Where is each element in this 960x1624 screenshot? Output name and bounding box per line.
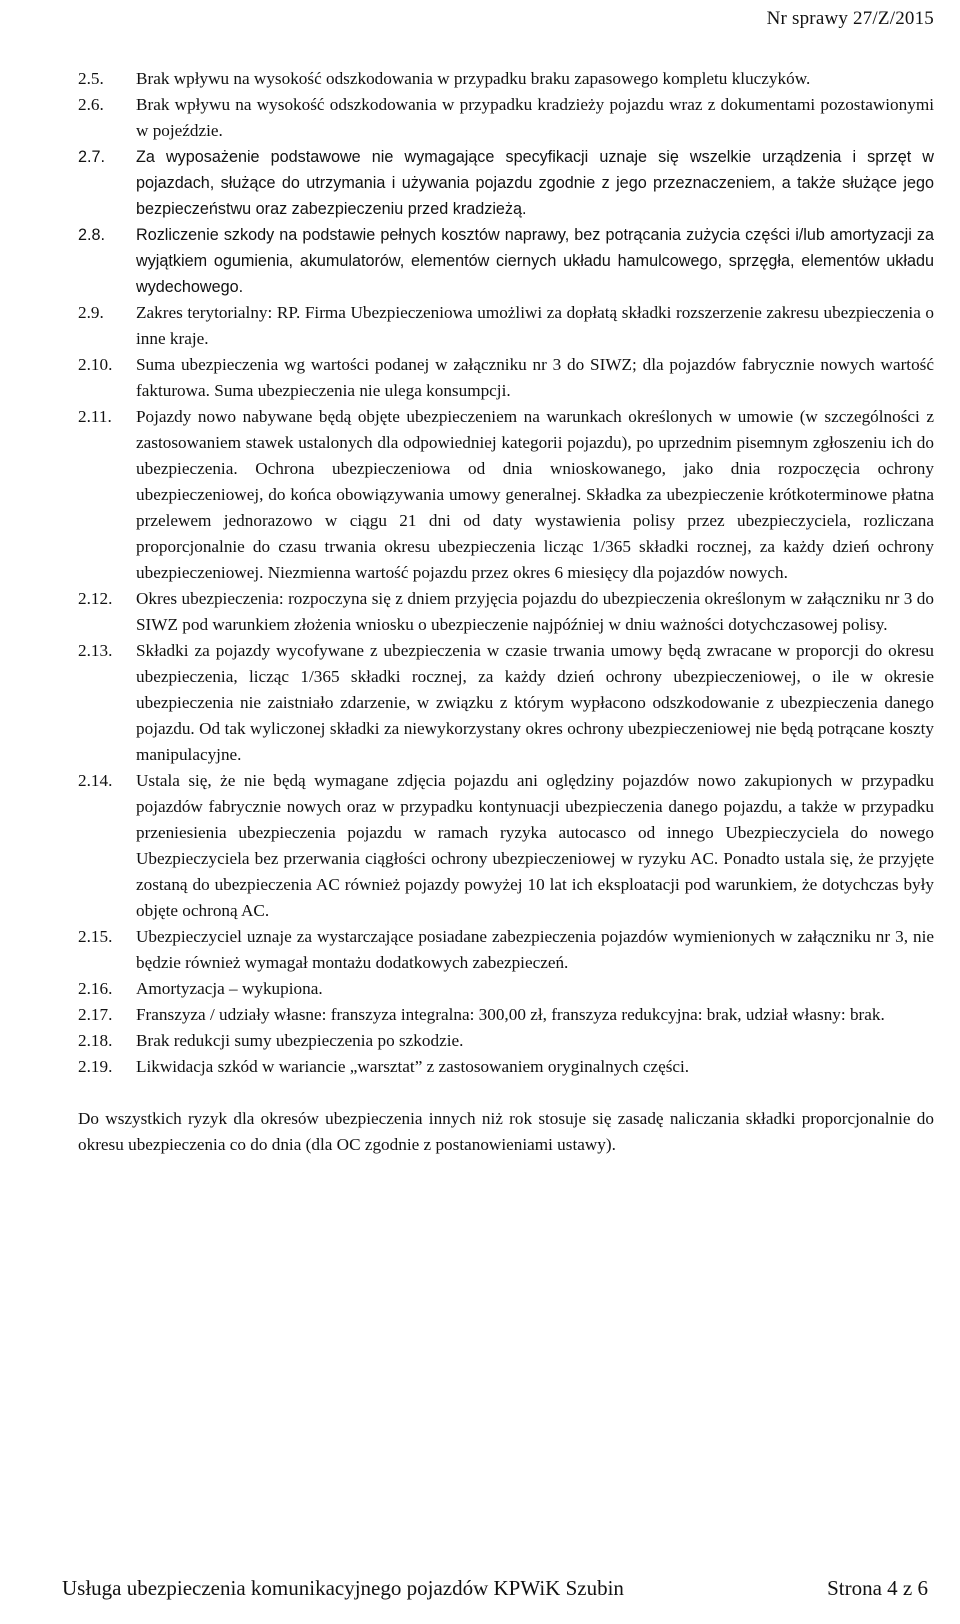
- closing-paragraph: Do wszystkich ryzyk dla okresów ubezpieczenia innych niż rok stosuje się zasadę naliczania składki proporcjonalnie do okresu ubezpieczenia co do dnia (dla OC zgodnie z postanowieniami ustawy).: [78, 1109, 934, 1154]
- item-text: Brak wpływu na wysokość odszkodowania w przypadku braku zapasowego kompletu kluczyków.: [136, 69, 811, 88]
- list-item: [78, 222, 934, 300]
- list-item: [78, 976, 934, 1002]
- item-text: Zakres terytorialny: RP. Firma Ubezpieczeniowa umożliwi za dopłatą składki rozszerzenie zakresu ubezpieczenia o inne kraje.: [136, 303, 934, 348]
- item-text: Ustala się, że nie będą wymagane zdjęcia pojazdu ani oględziny pojazdów nowo zakupionych w przypadku pojazdów fabrycznie nowych oraz w przypadku kontynuacji ubezpieczenia danego pojazdu, a także w przypadku przeniesienia ubezpieczenia pojazdu w ramach ryzyka autocasco od innego Ubezpieczyciela do nowego Ubezpieczyciela bez przerwania ciągłości ochrony ubezpieczeniowej w ryzyku AC. Ponadto ustala się, że przyjęte zostaną do ubezpieczenia AC również pojazdy powyżej 10 lat ich eksploatacji pod warunkiem, że dotychczas były objęte ochroną AC.: [136, 771, 934, 920]
- list-item: [78, 1028, 934, 1054]
- list-item: [78, 404, 934, 586]
- list-item: [78, 352, 934, 404]
- item-text: Za wyposażenie podstawowe nie wymagające specyfikacji uznaje się wszelkie urządzenia i sprzęt w pojazdach, służące do utrzymania i używania pojazdu zgodnie z jego przeznaczeniem, a także służące jego bezpieczeństwu oraz zabezpieczeniu przed kradzieżą.: [136, 148, 934, 218]
- item-text: Suma ubezpieczenia wg wartości podanej w załączniku nr 3 do SIWZ; dla pojazdów fabrycznie nowych wartość fakturowa. Suma ubezpieczenia nie ulega konsumpcji.: [136, 355, 934, 400]
- item-number: 2.19.: [78, 1057, 113, 1076]
- item-text: Składki za pojazdy wycofywane z ubezpieczenia w czasie trwania umowy będą zwracane w proporcji do okresu ubezpieczenia, licząc 1/365 składki rocznej, za każdy dzień ochrony ubezpieczeniowej, o ile w okresie ubezpieczenia nie zaistniało zdarzenie, w związku z którym wypłacono odszkodowanie z ubezpieczenia danego pojazdu. Od tak wyliczonej składki za niewykorzystany okres ochrony ubezpieczeniowej nie będą potrącane koszty manipulacyjne.: [136, 641, 934, 764]
- page-footer: [62, 1576, 928, 1601]
- list-item: [78, 924, 934, 976]
- item-number: 2.10.: [78, 355, 113, 374]
- item-text: Rozliczenie szkody na podstawie pełnych kosztów naprawy, bez potrącania zużycia części i/lub amortyzacji za wyjątkiem ogumienia, akumulatorów, elementów ciernych układu hamulcowego, sprzęgła, elementów układu wydechowego.: [136, 226, 934, 296]
- item-number: 2.16.: [78, 979, 113, 998]
- document-body: [78, 66, 934, 1158]
- list-item: [78, 586, 934, 638]
- list-item: [78, 66, 934, 92]
- item-number: 2.13.: [78, 641, 113, 660]
- list-item: [78, 300, 934, 352]
- item-text: Okres ubezpieczenia: rozpoczyna się z dniem przyjęcia pojazdu do ubezpieczenia określonym w załączniku nr 3 do SIWZ pod warunkiem złożenia wniosku o ubezpieczenie najpóźniej w dniu ważności dotychczasowej polisy.: [136, 589, 934, 634]
- item-text: Brak redukcji sumy ubezpieczenia po szkodzie.: [136, 1031, 464, 1050]
- item-number: 2.5.: [78, 69, 104, 88]
- item-number: 2.17.: [78, 1005, 113, 1024]
- item-text: Franszyza / udziały własne: franszyza integralna: 300,00 zł, franszyza redukcyjna: brak, udział własny: brak.: [136, 1005, 885, 1024]
- list-item: [78, 768, 934, 924]
- item-number: 2.9.: [78, 303, 104, 322]
- item-number: 2.6.: [78, 95, 104, 114]
- item-text: Amortyzacja – wykupiona.: [136, 979, 323, 998]
- item-text: Brak wpływu na wysokość odszkodowania w przypadku kradzieży pojazdu wraz z dokumentami pozostawionymi w pojeździe.: [136, 95, 934, 140]
- item-number: 2.18.: [78, 1031, 113, 1050]
- item-number: 2.11.: [78, 407, 112, 426]
- item-number: 2.15.: [78, 927, 113, 946]
- list-item: [78, 144, 934, 222]
- page-number: Strona 4 z 6: [827, 1576, 928, 1600]
- item-number: 2.14.: [78, 771, 113, 790]
- item-number: 2.12.: [78, 589, 113, 608]
- list-item: [78, 92, 934, 144]
- item-number: 2.8.: [78, 226, 106, 244]
- item-text: Ubezpieczyciel uznaje za wystarczające posiadane zabezpieczenia pojazdów wymienionych w załączniku nr 3, nie będzie również wymagał montażu dodatkowych zabezpieczeń.: [136, 927, 934, 972]
- list-item: [78, 1002, 934, 1028]
- list-item: [78, 1054, 934, 1080]
- list-item: [78, 638, 934, 768]
- item-text: Likwidacja szkód w wariancie „warsztat” z zastosowaniem oryginalnych części.: [136, 1057, 690, 1076]
- footer-title: Usługa ubezpieczenia komunikacyjnego pojazdów KPWiK Szubin: [62, 1576, 624, 1600]
- item-text: Pojazdy nowo nabywane będą objęte ubezpieczeniem na warunkach określonych w umowie (w szczególności z zastosowaniem stawek ustalonych dla odpowiedniej kategorii pojazdu), po uprzednim pisemnym zgłoszeniu ich do ubezpieczenia. Ochrona ubezpieczeniowa od dnia wnioskowanego, jako dnia rozpoczęcia ochrony ubezpieczeniowej, do końca obowiązywania umowy generalnej. Składka za ubezpieczenie krótkoterminowe płatna przelewem jednorazowo w ciągu 21 dni od daty wystawienia polisy przez ubezpieczyciela, rozliczana proporcjonalnie do czasu trwania okresu ubezpieczenia licząc 1/365 składki rocznej, za każdy dzień ochrony ubezpieczeniowej. Niezmienna wartość pojazdu przez okres 6 miesięcy dla pojazdów nowych.: [136, 407, 934, 582]
- document-number: Nr sprawy 27/Z/2015: [766, 8, 934, 29]
- item-number: 2.7.: [78, 148, 106, 166]
